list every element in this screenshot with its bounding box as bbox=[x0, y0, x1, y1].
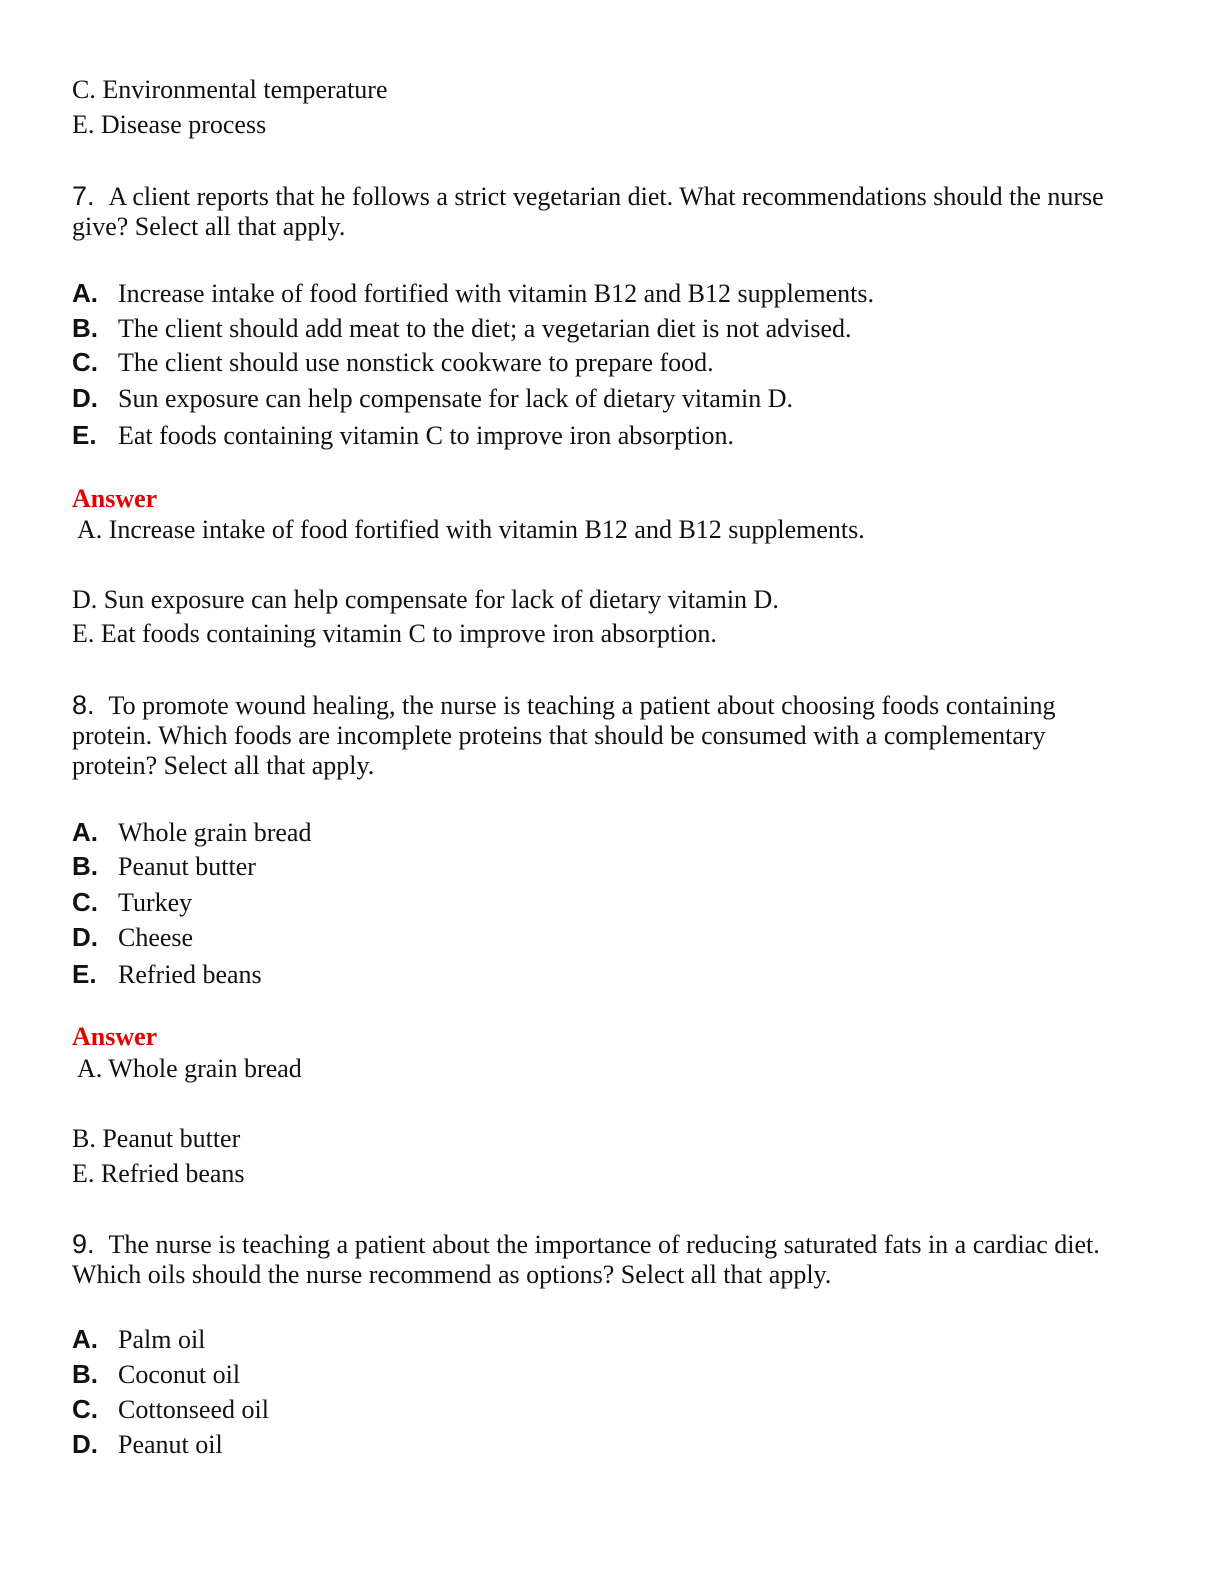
option-letter: D. bbox=[72, 383, 98, 413]
option-letter: D. bbox=[72, 922, 98, 952]
option-letter: E. bbox=[72, 420, 97, 450]
option-text: Peanut butter bbox=[118, 852, 256, 881]
option-text: Palm oil bbox=[118, 1325, 206, 1354]
option-text: Eat foods containing vitamin C to improve iron absorption. bbox=[118, 421, 734, 450]
answer-heading: Answer bbox=[72, 1022, 158, 1051]
carryover-line: E. Disease process bbox=[72, 110, 267, 139]
option-text: Sun exposure can help compensate for lack of dietary vitamin D. bbox=[118, 384, 794, 413]
q8-option-b bbox=[72, 851, 256, 882]
q8-option-d bbox=[72, 922, 193, 953]
q7-option-e bbox=[72, 420, 734, 451]
question-text: The nurse is teaching a patient about the importance of reducing saturated fats in a cardiac diet. Which oils should the nurse recommend as options? Select all that apply. bbox=[72, 1230, 1100, 1289]
option-letter: A. bbox=[72, 1324, 98, 1354]
option-text: Coconut oil bbox=[118, 1360, 241, 1389]
option-text: The client should add meat to the diet; a vegetarian diet is not advised. bbox=[118, 314, 852, 343]
q8-option-c bbox=[72, 887, 192, 918]
option-text: Whole grain bread bbox=[118, 818, 312, 847]
question-7 bbox=[72, 181, 1132, 242]
question-text: To promote wound healing, the nurse is teaching a patient about choosing foods containing protein. Which foods are incomplete proteins that should be consumed with a complementary protein? Select all that apply. bbox=[72, 691, 1056, 780]
option-letter: B. bbox=[72, 313, 98, 343]
question-number: 9. bbox=[72, 1229, 95, 1259]
option-letter: C. bbox=[72, 347, 98, 377]
q9-option-a bbox=[72, 1324, 205, 1355]
answer-line: B. Peanut butter bbox=[72, 1124, 241, 1153]
q8-option-e bbox=[72, 959, 262, 990]
option-letter: C. bbox=[72, 887, 98, 917]
option-text: Cottonseed oil bbox=[118, 1395, 269, 1424]
option-letter: A. bbox=[72, 817, 98, 847]
option-letter: B. bbox=[72, 1359, 98, 1389]
question-number: 8. bbox=[72, 690, 95, 720]
option-text: Peanut oil bbox=[118, 1430, 223, 1459]
option-letter: C. bbox=[72, 1394, 98, 1424]
option-text: Refried beans bbox=[118, 960, 262, 989]
question-number: 7. bbox=[72, 181, 95, 211]
q9-option-c bbox=[72, 1394, 269, 1425]
q9-option-b bbox=[72, 1359, 240, 1390]
q7-option-d bbox=[72, 383, 793, 414]
answer-heading: Answer bbox=[72, 484, 158, 513]
answer-line: D. Sun exposure can help compensate for lack of dietary vitamin D. bbox=[72, 585, 779, 614]
question-text: A client reports that he follows a strict vegetarian diet. What recommendations should the nurse give? Select all that apply. bbox=[72, 182, 1104, 241]
carryover-line: C. Environmental temperature bbox=[72, 75, 388, 104]
q8-option-a bbox=[72, 817, 311, 848]
answer-line: A. Increase intake of food fortified with vitamin B12 and B12 supplements. bbox=[77, 515, 865, 544]
option-text: Cheese bbox=[118, 923, 194, 952]
q9-option-d bbox=[72, 1429, 223, 1460]
option-letter: B. bbox=[72, 851, 98, 881]
answer-line: E. Eat foods containing vitamin C to improve iron absorption. bbox=[72, 619, 717, 648]
q7-option-c bbox=[72, 347, 714, 378]
answer-line: E. Refried beans bbox=[72, 1159, 245, 1188]
q7-option-b bbox=[72, 313, 852, 344]
question-9 bbox=[72, 1229, 1132, 1290]
option-letter: A. bbox=[72, 278, 98, 308]
option-letter: E. bbox=[72, 959, 97, 989]
answer-line: A. Whole grain bread bbox=[77, 1054, 302, 1083]
question-8 bbox=[72, 690, 1132, 781]
option-text: The client should use nonstick cookware to prepare food. bbox=[118, 348, 714, 377]
option-text: Turkey bbox=[118, 888, 193, 917]
option-text: Increase intake of food fortified with vitamin B12 and B12 supplements. bbox=[118, 279, 874, 308]
q7-option-a bbox=[72, 278, 874, 309]
option-letter: D. bbox=[72, 1429, 98, 1459]
